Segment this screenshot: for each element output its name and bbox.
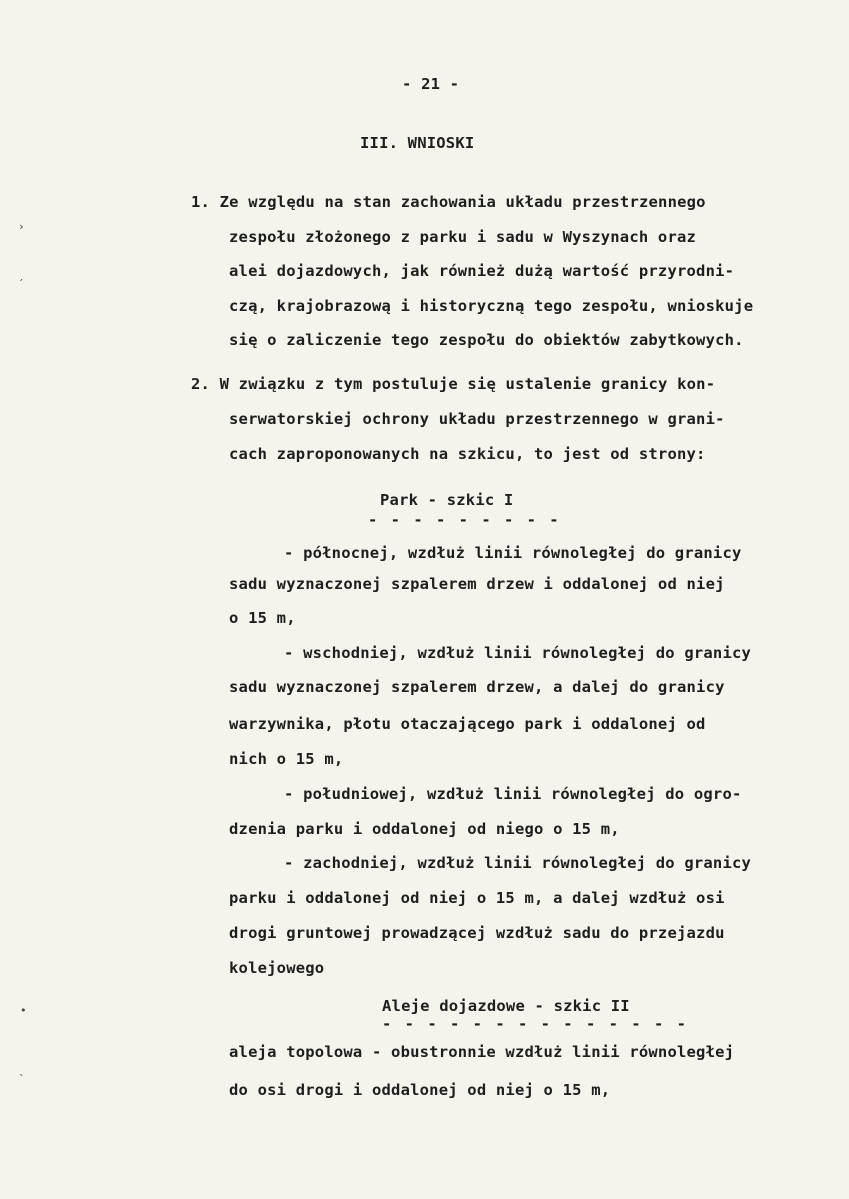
paragraph-1-line: zespołu złożonego z parku i sadu w Wyszynach oraz [229,228,697,246]
park-west-line: kolejowego [229,959,325,977]
alleys-line: do osi drogi i oddalonej od niej o 15 m, [229,1081,611,1099]
park-south-line: - południowej, wzdłuż linii równoległej do ogro- [284,785,742,803]
park-west-line: drogi gruntowej prowadzącej wzdłuż sadu do przejazdu [229,924,725,942]
paragraph-1-line: 1. Ze względu na stan zachowania układu przestrzennego [191,193,706,211]
park-east-line: warzywnika, płotu otaczającego park i oddalonej od [229,715,706,733]
alleys-heading-underline: - - - - - - - - - - - - - - [382,1015,688,1033]
page-number: - 21 - [402,75,460,93]
margin-speck: • [20,1004,27,1017]
margin-speck: ˎ [18,1063,25,1076]
park-south-line: dzenia parku i oddalonej od niego o 15 m, [229,820,620,838]
park-heading-underline: - - - - - - - - - [368,511,561,529]
section-title: III. WNIOSKI [360,134,475,152]
park-east-line: nich o 15 m, [229,750,344,768]
margin-speck: ˏ [18,268,25,281]
paragraph-1-line: czą, krajobrazową i historyczną tego zespołu, wnioskuje [229,297,754,315]
park-north-line: o 15 m, [229,609,296,627]
paragraph-2-line: serwatorskiej ochrony układu przestrzennego w grani- [229,410,725,428]
park-east-line: sadu wyznaczonej szpalerem drzew, a dalej do granicy [229,678,725,696]
park-west-line: parku i oddalonej od niej o 15 m, a dalej wzdłuż osi [229,889,725,907]
paragraph-2-line: cach zaproponowanych na szkicu, to jest od strony: [229,445,706,463]
alleys-heading: Aleje dojazdowe - szkic II [382,997,630,1015]
paragraph-2-line: 2. W związku z tym postuluje się ustalenie granicy kon- [191,375,716,393]
park-west-line: - zachodniej, wzdłuż linii równoległej do granicy [284,854,752,872]
park-east-line: - wschodniej, wzdłuż linii równoległej do granicy [284,644,752,662]
park-north-line: - północnej, wzdłuż linii równoległej do granicy [284,544,742,562]
paragraph-1-line: alei dojazdowych, jak również dużą wartość przyrodni- [229,262,735,280]
park-heading: Park - szkic I [380,491,514,509]
margin-speck: › [18,220,25,233]
alleys-line: aleja topolowa - obustronnie wzdłuż linii równoległej [229,1043,735,1061]
paragraph-1-line: się o zaliczenie tego zespołu do obiektów zabytkowych. [229,331,744,349]
park-north-line: sadu wyznaczonej szpalerem drzew i oddalonej od niej [229,575,725,593]
